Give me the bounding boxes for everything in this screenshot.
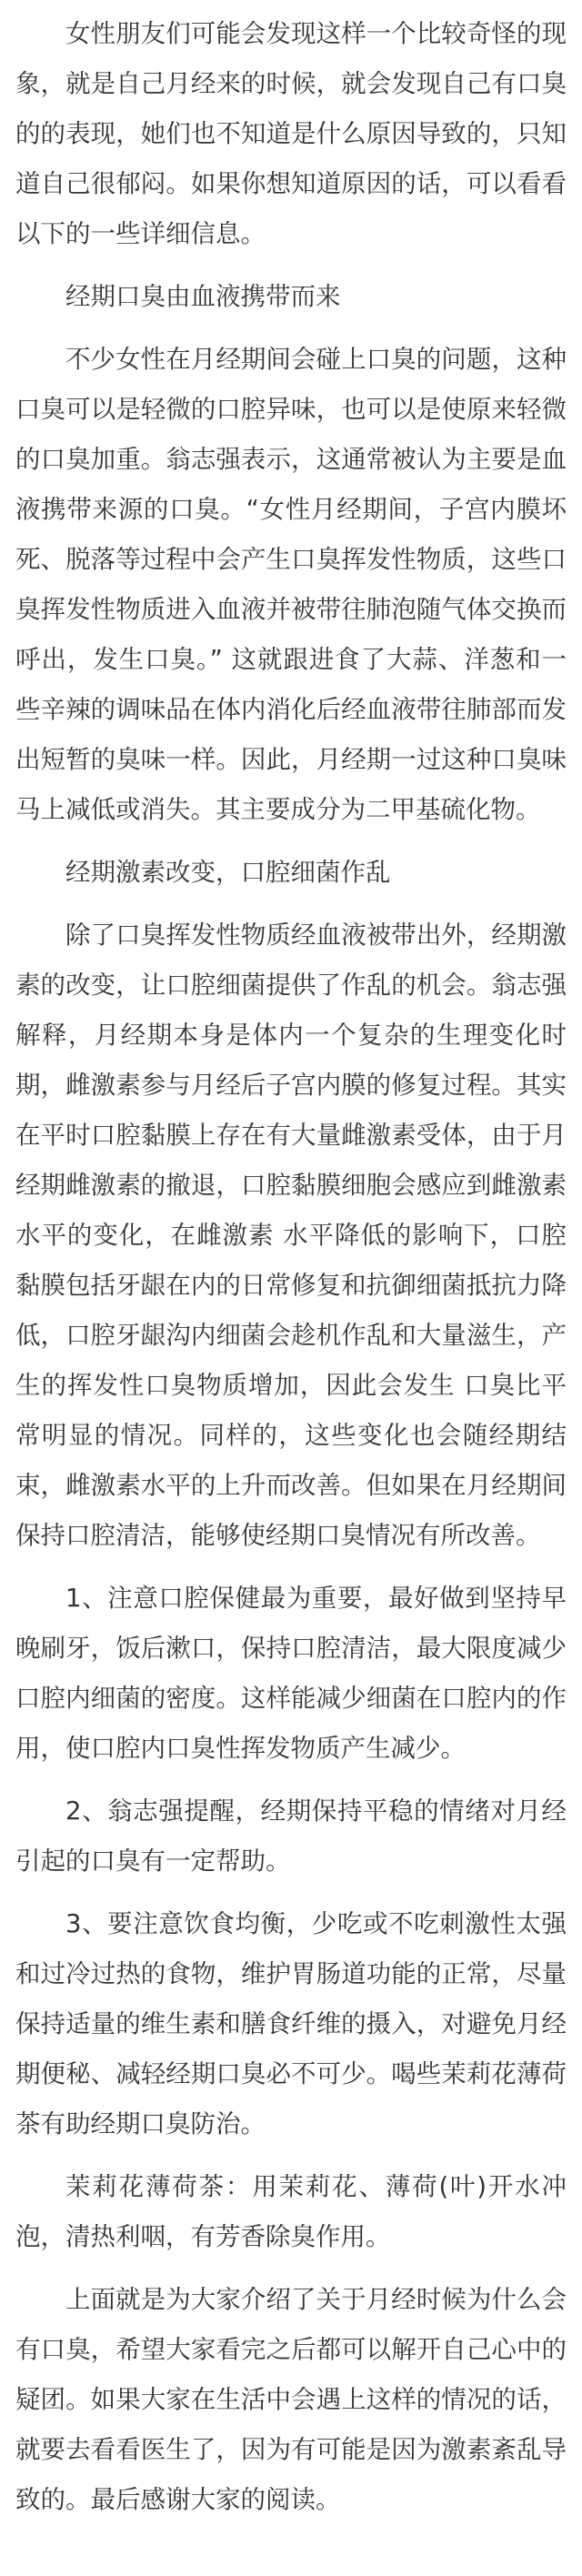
- section-heading-blood: 经期口臭由血液携带而来: [65, 282, 341, 311]
- intro-paragraph: 女性朋友们可能会发现这样一个比较奇怪的现象，就是自己月经来的时候，就会发现自己有口臭的的表现，她们也不知道是什么原因导致的，只知道自己很郁闷。如果你想知道原因的话，可以看看以下的一些详细信息。: [15, 19, 567, 248]
- conclusion-paragraph: 上面就是为大家介绍了关于月经时候为什么会有口臭，希望大家看完之后都可以解开自己心中的疑团。如果大家在生活中会遇上这样的情况的话，就要去看看医生了，因为有可能是因为激素紊乱导致的。最后感谢大家的阅读。: [15, 2285, 567, 2514]
- section-heading-hormone: 经期激素改变，口腔细菌作乱: [65, 858, 391, 887]
- tip-oral-care: 1、注意口腔保健最为重要，最好做到坚持早晚刷牙，饭后漱口，保持口腔清洁，最大限度减少口腔内细菌的密度。这样能减少细菌在口腔内的作用，使口腔内口臭性挥发物质产生减少。: [15, 1584, 567, 1763]
- hormone-cause-paragraph: 除了口臭挥发性物质经血液被带出外，经期激素的改变，让口腔细菌提供了作乱的机会。翁志强解释，月经期本身是体内一个复杂的生理变化时期，雌激素参与月经后子宫内膜的修复过程。其实在平时口腔黏膜上存在有大量雌激素受体，由于月经期雌激素的撤退，口腔黏膜细胞会感应到雌激素水平的变化，在雌激素 水平降低的影响下，口腔黏膜包括牙龈在内的日常修复和抗御细菌抵抗力降低，口腔牙龈沟内细菌会趁机作乱和大量滋生，产生的挥发性口臭物质增加，因此会发生 口臭比平常明显的情况。同样的，这些变化也会随经期结束，雌激素水平的上升而改善。但如果在月经期间保持口腔清洁，能够使经期口臭情况有所改善。: [15, 921, 567, 1550]
- tea-recipe-paragraph: 茉莉花薄荷茶：用茉莉花、薄荷(叶)开水冲泡，清热利咽，有芳香除臭作用。: [15, 2172, 567, 2251]
- tip-emotion: 2、翁志强提醒，经期保持平稳的情绪对月经引起的口臭有一定帮助。: [15, 1796, 567, 1876]
- blood-cause-paragraph: 不少女性在月经期间会碰上口臭的问题，这种口臭可以是轻微的口腔异味，也可以是使原来轻微的口臭加重。翁志强表示，这通常被认为主要是血液携带来源的口臭。“女性月经期间，子宫内膜坏死、脱落等过程中会产生口臭挥发性物质，这些口臭挥发性物质进入血液并被带往肺泡随气体交换而呼出，发生口臭。” 这就跟进食了大蒜、洋葱和一些辛辣的调味品在体内消化后经血液带往肺部而发出短暂的臭味一样。因此，月经期一过这种口臭味马上减低或消失。其主要成分为二甲基硫化物。: [15, 345, 567, 824]
- tip-diet: 3、要注意饮食均衡，少吃或不吃刺激性太强和过冷过热的食物，维护胃肠道功能的正常，尽量保持适量的维生素和膳食纤维的摄入，对避免月经期便秘、减轻经期口臭必不可少。喝些茉莉花薄荷茶有助经期口臭防治。: [15, 1909, 567, 2138]
